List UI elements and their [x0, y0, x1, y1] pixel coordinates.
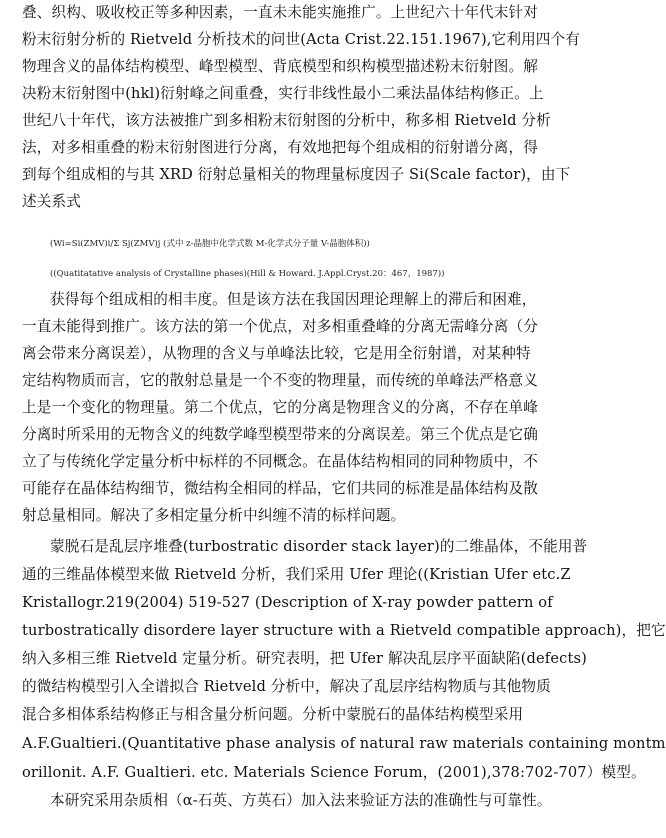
paragraph-line: Kristallogr.219(2004) 519-527 (Description of X-ray powder pattern of	[22, 594, 553, 611]
paragraph-line: 本研究采用杂质相（α-石英、方英石）加入法来验证方法的准确性与可靠性。	[50, 792, 552, 809]
paragraph-line: 混合多相体系结构修正与相含量分析问题。分析中蒙脱石的晶体结构模型采用	[22, 706, 524, 723]
paragraph-line: 离会带来分离误差），从物理的含义与单峰法比较，它是用全衍射谱，对某种特	[22, 345, 531, 362]
paragraph-line: 可能存在晶体结构细节，微结构全相同的样品，它们共同的标准是晶体结构及散	[22, 480, 539, 497]
formula-line: (Wi=Si(ZMV)i/Σ Sj(ZMV)j (式中 z-晶胞中化学式数 M-化学式分子量 V-晶胞体积))	[50, 239, 370, 249]
paragraph-line: 分离时所采用的无物含义的纯数学峰型模型带来的分离误差。第三个优点是它确	[22, 426, 539, 443]
text-line: 叠、织构、吸收校正等多种因素，一直未未能实施推广。上世纪六十年代末针对	[22, 4, 539, 21]
text-line: 物理含义的晶体结构模型、峰型模型、背底模型和织构模型描述粉末衍射图。解	[22, 58, 539, 75]
paragraph-line: 获得每个组成相的相丰度。但是该方法在我国因理论理解上的滞后和困难，	[50, 291, 537, 308]
formula-reference: ((Quatitatative analysis of Crystalline phases)(Hill & Howard. J.Appl.Cryst.20：467，1987))	[50, 269, 445, 279]
paragraph-line: A.F.Gualtieri.(Quantitative phase analysis of natural raw materials containing montm	[22, 735, 666, 752]
paragraph-line: 上是一个变化的物理量。第二个优点，它的分离是物理含义的分离，不存在单峰	[22, 399, 539, 416]
text-line: 世纪八十年代，该方法被推广到多相粉末衍射图的分析中，称多相 Rietveld 分析	[22, 112, 551, 129]
paragraph-line: 通的三维晶体模型来做 Rietveld 分析，我们采用 Ufer 理论((Kristian Ufer etc.Z	[22, 566, 571, 583]
paragraph-line: turbostratically disordere layer structure with a Rietveld compatible approach)，把它	[22, 622, 666, 639]
paragraph-line: 纳入多相三维 Rietveld 定量分析。研究表明，把 Ufer 解决乱层序平面缺陷(defects)	[22, 650, 587, 667]
paragraph-line: 定结构物质而言，它的散射总量是一个不变的物理量，而传统的单峰法严格意义	[22, 372, 539, 389]
text-line: 到每个组成相的与其 XRD 衍射总量相关的物理量标度因子 Si(Scale factor)，由下	[22, 166, 571, 183]
paragraph-line: orillonit. A.F. Gualtieri. etc. Materials Science Forum，(2001),378:702-707）模型。	[22, 764, 646, 781]
paragraph-line: 蒙脱石是乱层序堆叠(turbostratic disorder stack layer)的二维晶体，不能用普	[50, 538, 588, 555]
text-line: 法，对多相重叠的粉末衍射图进行分离，有效地把每个组成相的衍射谱分离，得	[22, 139, 539, 156]
text-line: 述关系式	[22, 193, 81, 210]
paragraph-line: 一直未能得到推广。该方法的第一个优点，对多相重叠峰的分离无需峰分离（分	[22, 318, 539, 335]
text-line: 粉末衍射分析的 Rietveld 分析技术的问世(Acta Crist.22.151.1967),它利用四个有	[22, 31, 581, 48]
paragraph-line: 立了与传统化学定量分析中标样的不同概念。在晶体结构相同的同种物质中，不	[22, 453, 539, 470]
paragraph-line: 的微结构模型引入全谱拟合 Rietveld 分析中，解决了乱层序结构物质与其他物质	[22, 678, 551, 695]
paragraph-line: 射总量相同。解决了多相定量分析中纠缠不清的标样问题。	[22, 507, 406, 524]
text-line: 决粉末衍射图中(hkl)衍射峰之间重叠，实行非线性最小二乘法晶体结构修正。上	[22, 85, 544, 102]
